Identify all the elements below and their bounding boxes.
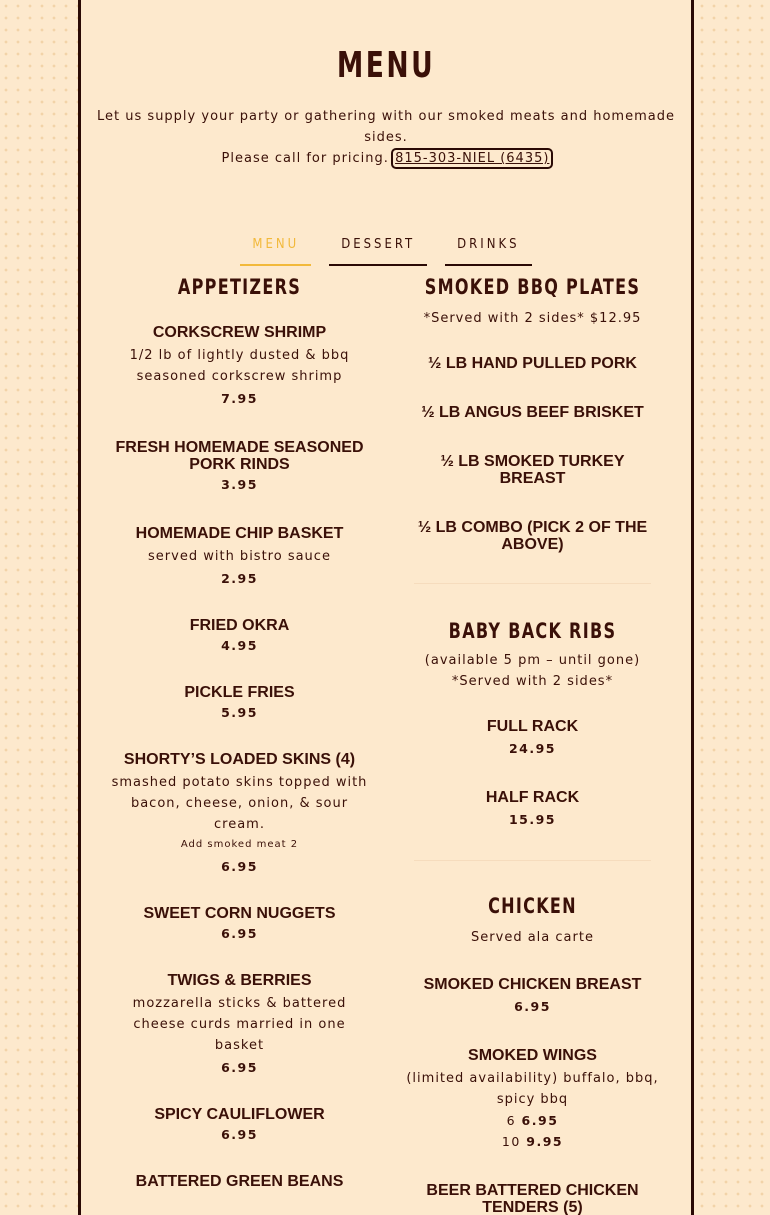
item-name: SMOKED CHICKEN BREAST bbox=[423, 976, 642, 993]
option-qty: 10 bbox=[501, 1134, 521, 1149]
item-name: FRESH HOMEMADE SEASONED PORK RINDS bbox=[115, 439, 364, 473]
item-name: TWIGS & BERRIES bbox=[167, 972, 312, 989]
menu-item bbox=[101, 1106, 378, 1145]
ribs-section bbox=[394, 616, 671, 861]
menu-item bbox=[101, 972, 378, 1078]
appetizers-section bbox=[81, 272, 386, 1215]
item-name: BEER BATTERED CHICKEN TENDERS (5) bbox=[426, 1182, 639, 1215]
menu-item bbox=[101, 751, 378, 877]
price-option bbox=[394, 1110, 671, 1131]
item-name: ½ LB COMBO (PICK 2 OF THE ABOVE) bbox=[417, 519, 648, 553]
item-name: HOMEMADE CHIP BASKET bbox=[135, 525, 344, 542]
menu-item bbox=[394, 1047, 671, 1152]
item-price: 5.95 bbox=[221, 705, 258, 720]
item-name: SMOKED WINGS bbox=[468, 1047, 597, 1064]
item-price: 6.95 bbox=[221, 1060, 258, 1075]
section-note-line: *Served with 2 sides* bbox=[451, 674, 614, 689]
section-heading: APPETIZERS bbox=[177, 275, 302, 299]
menu-item bbox=[394, 404, 671, 421]
tab-menu[interactable]: MENU bbox=[240, 237, 311, 266]
section-divider bbox=[414, 583, 651, 584]
section-note bbox=[394, 650, 671, 692]
menu-item bbox=[101, 617, 378, 656]
phone-link[interactable]: 815-303-NIEL (6435) bbox=[395, 151, 550, 166]
option-price: 6.95 bbox=[521, 1113, 559, 1128]
tab-dessert[interactable]: DESSERT bbox=[329, 237, 427, 266]
section-heading: CHICKEN bbox=[488, 894, 577, 918]
item-price: 3.95 bbox=[221, 477, 258, 492]
intro-line-1: Let us supply your party or gathering with our smoked meats and homemade sides. bbox=[97, 109, 675, 145]
item-name: FRIED OKRA bbox=[189, 617, 290, 634]
intro-pricing-text: Please call for pricing. bbox=[221, 151, 389, 166]
item-name: SWEET CORN NUGGETS bbox=[143, 905, 336, 922]
menu-tabs bbox=[81, 237, 691, 266]
menu-item bbox=[101, 324, 378, 409]
section-heading: BABY BACK RIBS bbox=[448, 619, 617, 643]
item-name: FULL RACK bbox=[486, 718, 579, 735]
menu-panel bbox=[78, 0, 694, 1215]
item-price: 6.95 bbox=[221, 1127, 258, 1142]
tab-drinks[interactable]: DRINKS bbox=[445, 237, 531, 266]
item-name: ½ LB HAND PULLED PORK bbox=[428, 355, 637, 372]
menu-item bbox=[394, 355, 671, 372]
intro-line-2 bbox=[81, 148, 691, 169]
menu-item bbox=[101, 525, 378, 589]
item-name: ½ LB SMOKED TURKEY BREAST bbox=[440, 453, 625, 487]
item-desc: mozzarella sticks & battered cheese curds married in one basket bbox=[132, 996, 347, 1053]
item-name: PICKLE FRIES bbox=[184, 684, 295, 701]
section-divider bbox=[414, 860, 651, 861]
item-addon: Add smoked meat 2 bbox=[180, 839, 299, 850]
section-note: Served ala carte bbox=[471, 930, 594, 945]
menu-item bbox=[101, 905, 378, 944]
item-desc: smashed potato skins topped with bacon, cheese, onion, & sour cream. bbox=[111, 775, 368, 832]
item-price: 7.95 bbox=[221, 391, 258, 406]
option-qty: 6 bbox=[506, 1113, 517, 1128]
right-column bbox=[386, 272, 691, 1215]
item-price: 15.95 bbox=[508, 812, 557, 827]
menu-item bbox=[394, 453, 671, 487]
menu-item bbox=[394, 1182, 671, 1215]
option-price: 9.95 bbox=[526, 1134, 564, 1149]
menu-item bbox=[101, 439, 378, 495]
item-name: CORKSCREW SHRIMP bbox=[152, 324, 327, 341]
item-desc: (limited availability) buffalo, bbq, spicy bbq bbox=[406, 1071, 659, 1107]
item-price: 6.95 bbox=[221, 926, 258, 941]
item-price: 2.95 bbox=[221, 571, 258, 586]
menu-item bbox=[394, 789, 671, 830]
item-name: ½ LB ANGUS BEEF BRISKET bbox=[421, 404, 644, 421]
item-name: BATTERED GREEN BEANS bbox=[135, 1173, 344, 1190]
price-option bbox=[394, 1131, 671, 1152]
item-price: 4.95 bbox=[221, 638, 258, 653]
chicken-section bbox=[394, 891, 671, 1215]
item-price: 6.95 bbox=[514, 999, 551, 1014]
bbq-plates-section bbox=[394, 272, 671, 584]
item-price: 24.95 bbox=[508, 741, 557, 756]
section-note-line: (available 5 pm – until gone) bbox=[424, 653, 641, 668]
section-note: *Served with 2 sides* $12.95 bbox=[423, 311, 642, 326]
item-price: 6.95 bbox=[221, 859, 258, 874]
item-desc: 1/2 lb of lightly dusted & bbq seasoned corkscrew shrimp bbox=[129, 348, 350, 384]
menu-item bbox=[394, 718, 671, 759]
menu-item bbox=[394, 976, 671, 1017]
item-name: HALF RACK bbox=[485, 789, 580, 806]
page-title: MENU bbox=[336, 45, 436, 86]
intro-text bbox=[81, 106, 691, 169]
menu-item bbox=[101, 1173, 378, 1190]
menu-item bbox=[394, 519, 671, 553]
item-name: SPICY CAULIFLOWER bbox=[154, 1106, 325, 1123]
menu-item bbox=[101, 684, 378, 723]
menu-columns bbox=[81, 272, 691, 1215]
item-desc: served with bistro sauce bbox=[148, 549, 331, 564]
section-heading: SMOKED BBQ PLATES bbox=[424, 275, 641, 299]
item-name: SHORTY’S LOADED SKINS (4) bbox=[123, 751, 356, 768]
